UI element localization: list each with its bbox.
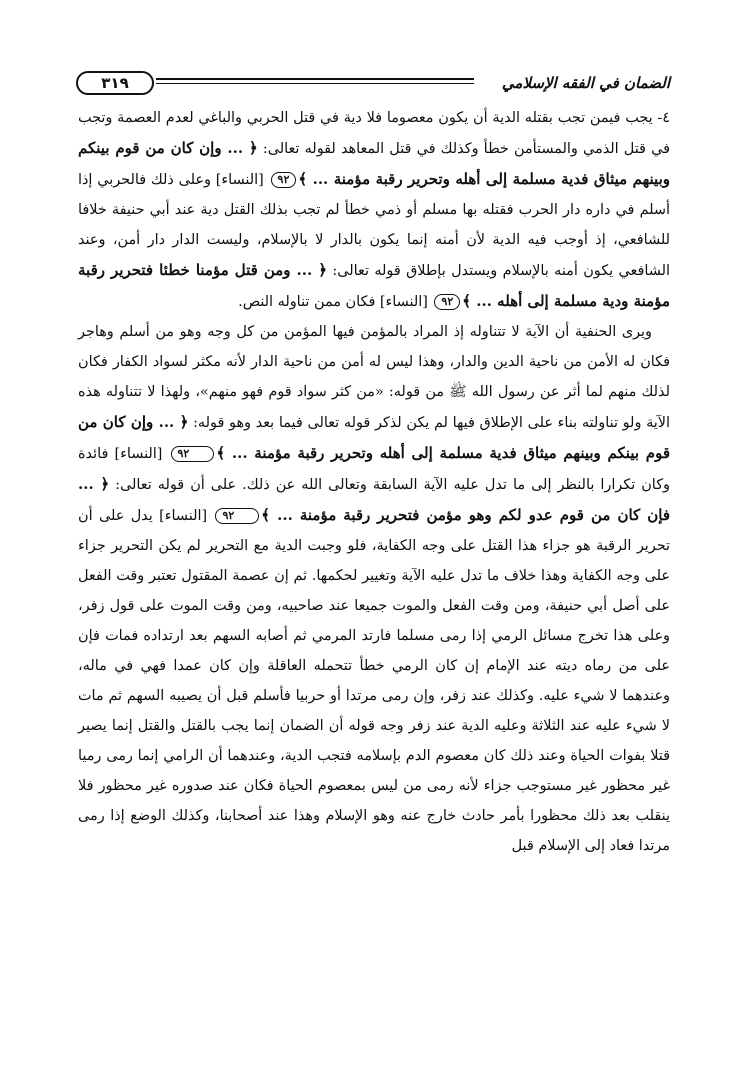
running-title: الضمان في الفقه الإسلامي — [501, 74, 670, 92]
page-header — [76, 70, 670, 98]
quran-verse: ﴿ ... ومن قتل مؤمنا خطئا فتحرير رقبة مؤمنة ودية مسلمة إلى أهله ... ﴾ — [78, 261, 670, 310]
paragraph-text: [النساء] وعلى ذلك فالحربي إذا أسلم في داره دار الحرب فقتله بها مسلم أو ذمي خطأ لم تجب بذلك القتل دية عند أبي حنيفة خلافا للشافعي، إذ أوجب فيه الدية لأن أمنه إنما يكون بالدار لا بالإسلام، وليست الدار دار أمن، وعند الشافعي يكون أمنه بالإسلام ويستدل بإطلاق قوله تعالى: — [78, 172, 670, 279]
page-number: ٣١٩ — [76, 71, 154, 95]
quran-verse: ﴿ ... وإن كان من قوم بينكم وبينهم ميثاق فدية مسلمة إلى أهله وتحرير رقبة مؤمنة ... ﴾ — [78, 413, 670, 462]
paragraph-1 — [78, 103, 670, 317]
verse-number-badge: ٩٢ — [215, 508, 259, 524]
header-rule — [156, 78, 474, 80]
paragraph-text: ٤- يجب فيمن تجب بقتله الدية أن يكون معصوما فلا دية في قتل الحربي والباغي لعدم العصمة وتجب في قتل الذمي والمستأمن خطأ وكذلك في قتل المعاهد لقوله تعالى: — [78, 110, 670, 157]
paragraph-text: [النساء] يدل على أن تحرير الرقبة هو جزاء هذا القتل على وجه الكفاية، فلو وجبت الدية مع التحرير لم يكن التحرير جزاء على وجه الكفاية وهذا خلاف ما تدل عليه الآية وتغيير لحكمها. ثم إن عصمة المقتول تعتبر وقت الفعل على أصل أبي حنيفة، ومن وقت الفعل والموت جميعا عند صاحبيه، ومن وقت الموت على قول زفر، وعلى هذا تخرج مسائل الرمي إذا رمى مسلما فارتد المرمي ثم أصابه السهم بعد ارتداده فمات فإن على من رماه ديته عند الإمام إن كان الرمي خطأ تتحمله العاقلة وإن كان عمدا فهي في ماله، وعندهما لا شيء عليه. وكذلك عند زفر، وإن رمى مرتدا أو حربيا فأسلم قبل أن يصيبه السهم ثم مات لا شيء عليه عند الثلاثة وعليه الدية عند زفر وجه قوله أن الضمان إنما يجب بالقتل والقتل إنما يصير قتلا بفوات الحياة وعند ذلك كان معصوم الدم بإسلامه فتجب الدية، وعندهما أن الرامي إنما رمى رميا غير محظور غير مستوجب جزاء لأنه رمى من ليس بمعصوم الحياة فكان عند صدوره غير محظور فلا ينقلب بعد ذلك محظورا بأمر حادث خارج عنه وهو الإسلام وهذا عند أصحابنا، وكذلك الوضع إذا رمى مرتدا فعاد إلى الإسلام قبل — [78, 508, 671, 854]
verse-number-badge: ٩٢ — [171, 446, 215, 462]
verse-number-badge: ٩٢ — [271, 172, 297, 188]
paragraph-2 — [78, 317, 670, 861]
paragraph-text: [النساء] فائدة وكان تكرارا بالنظر إلى ما تدل عليه الآية السابقة وتعالى الله عن ذلك. على أن قوله تعالى: — [78, 446, 670, 493]
paragraph-text: ويرى الحنفية أن الآية لا تتناوله إذ المراد بالمؤمن فيها المؤمن من كل وجه وهو من أسلم وهاجر فكان له الأمن من ناحية الدين والدار، وهذا ليس له أمن من ناحية الدار لأنه مكثر لسواد الكفار فكان لذلك منهم لما أثر عن رسول الله ﷺ من قوله: «من كثر سواد قوم فهو منهم»، ولهذا لا تتناوله هذه الآية ولو تناولته بناء على الإطلاق فيها لم يكن لذكر قوله تعالى فيما بعد وهو قوله: — [78, 324, 671, 431]
header-rule-thin — [156, 83, 474, 84]
quran-verse: ﴿ ... وإن كان من قوم بينكم وبينهم ميثاق فدية مسلمة إلى أهله وتحرير رقبة مؤمنة ... ﴾ — [78, 139, 670, 188]
quran-verse: ﴿ ... فإن كان من قوم عدو لكم وهو مؤمن فتحرير رقبة مؤمنة ... ﴾ — [78, 475, 670, 524]
paragraph-text: [النساء] فكان ممن تناوله النص. — [238, 294, 433, 310]
verse-number-badge: ٩٢ — [434, 294, 460, 310]
body-text — [78, 103, 670, 861]
